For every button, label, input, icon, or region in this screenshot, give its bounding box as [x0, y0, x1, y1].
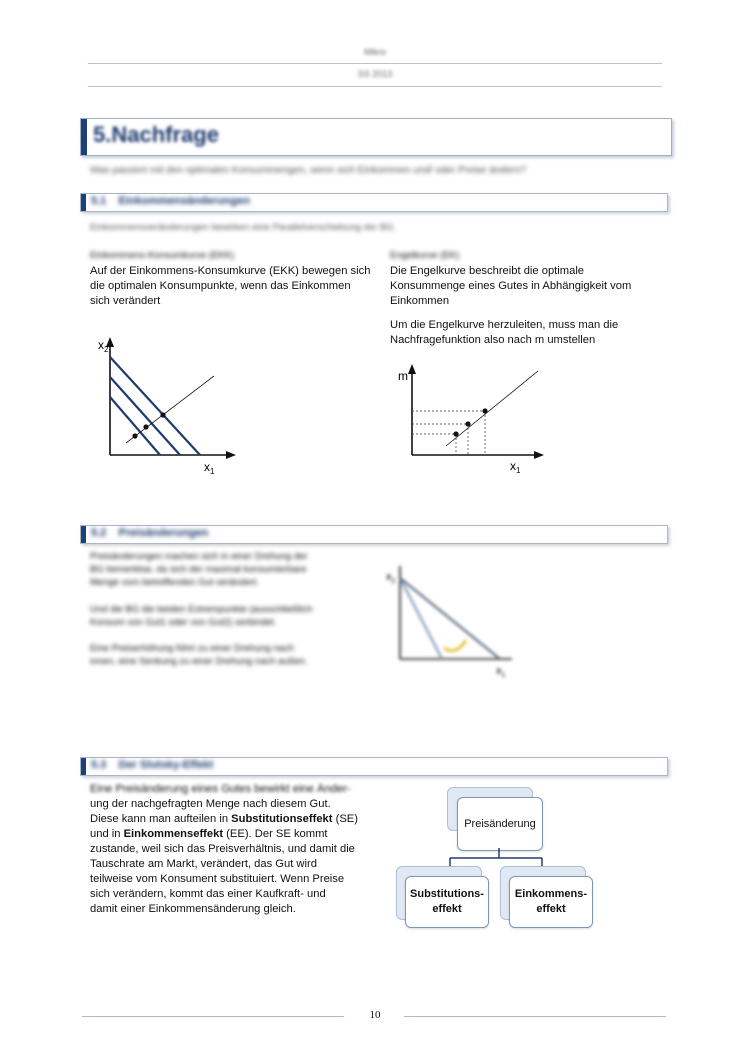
engel-diagram	[396, 362, 551, 480]
x-axis-label: $x_1$	[496, 665, 506, 679]
text-line: zustande, weil sich das Preisverhältnis, und damit die	[90, 843, 355, 855]
optimum-point	[160, 412, 165, 417]
engel-point	[453, 431, 458, 436]
text-line: Konsum von Gut1 oder von Gut2) verbindet.	[90, 617, 277, 628]
text-line: Konsummenge eines Gutes in Abhängigkeit vom	[390, 280, 632, 292]
text-line: BG bemerkbar, da sich der maximal konsumierbare	[90, 564, 307, 575]
section-label: Einkommensänderungen	[118, 195, 250, 207]
box-label: effekt	[432, 903, 462, 915]
footer-divider-right	[404, 1016, 666, 1017]
engel-point	[482, 408, 487, 413]
text-line: und in Einkommenseffekt (EE). Der SE kommt	[90, 828, 328, 840]
text-line: Um die Engelkurve herzuleiten, muss man die	[390, 319, 619, 331]
budget-line-outline	[400, 578, 500, 659]
heading-accent-bar	[81, 526, 86, 543]
heading-accent-bar	[81, 758, 86, 775]
engel-text	[390, 264, 631, 309]
y-axis-label: $x_2$	[386, 571, 396, 585]
y-axis-arrow	[408, 364, 416, 374]
text-line: Eine Preiserhöhung führt zu einer Drehung nach	[90, 643, 294, 654]
section-number: 5.2	[91, 527, 107, 539]
budget-line-3	[110, 357, 200, 455]
budget-line-old	[400, 578, 442, 659]
engel-heading: Engelkurve (EK)	[390, 250, 460, 261]
ekk-diagram	[92, 333, 242, 483]
y-axis-label: m	[398, 369, 408, 383]
section-heading-5-3	[80, 757, 668, 776]
heading-accent-bar	[81, 194, 86, 211]
section-number: 5.1	[91, 195, 107, 207]
text-line: Nachfragefunktion also nach m umstellen	[390, 334, 596, 346]
text-line: sich verändert	[90, 295, 161, 307]
header-subtitle: SS 2013	[357, 69, 393, 79]
engel-text-2	[390, 318, 618, 348]
section-heading-5-1	[80, 193, 668, 212]
section-label: Preisänderungen	[118, 527, 209, 539]
section-title	[91, 759, 213, 771]
income-effect-box	[509, 876, 593, 928]
header-divider	[88, 63, 662, 64]
text-line: Einkommen	[390, 295, 450, 307]
header-divider-2	[88, 86, 662, 87]
x-axis-label: $x_1$	[510, 459, 521, 475]
box-label: effekt	[536, 903, 566, 915]
y-axis-label: $x_2$	[98, 338, 109, 354]
text-line: die optimalen Konsumpunkte, wenn das Einkommen	[90, 280, 351, 292]
section-number: 5.3	[91, 759, 107, 771]
section-title	[91, 527, 208, 539]
text-line: Die Engelkurve beschreibt die optimale	[390, 265, 585, 277]
text-line: teilweise vom Konsument substituiert. Wenn Preise	[90, 873, 345, 885]
text-line: innen, eine Senkung zu einer Drehung nach außen.	[90, 656, 308, 667]
text-line: Auf der Einkommens-Konsumkurve (EKK) bewegen sich	[90, 265, 371, 277]
chapter-intro: Was passiert mit den optimalen Konsummengen, wenn sich Einkommen und/ oder Preise ändern?	[90, 165, 526, 176]
text-line: Diese kann man aufteilen in Substitutionseffekt (SE)	[90, 813, 358, 825]
text-line: sich verändern, kommt das einer Kaufkraft- und	[90, 888, 326, 900]
chapter-heading	[80, 118, 672, 156]
engel-point	[465, 421, 470, 426]
x-axis-arrow	[534, 451, 544, 459]
section-title	[91, 195, 250, 207]
guide-lines	[412, 411, 485, 455]
text-line: ung der nachgefragten Menge nach diesem Gut.	[90, 798, 331, 810]
header-title: Mikro	[364, 47, 386, 57]
optimum-point	[132, 433, 137, 438]
budget-line-2	[110, 377, 180, 455]
page-number: 10	[369, 1009, 381, 1021]
x-axis-label: $x_1$	[204, 460, 215, 476]
substitution-effect-box	[405, 876, 489, 928]
price-change-text-3	[90, 642, 308, 668]
text-line: Eine Preisänderung eines Gutes bewirkt eine Änder-	[90, 783, 351, 795]
text-line: Menge vom betreffenden Gut verändert.	[90, 577, 259, 588]
footer-divider-left	[82, 1016, 344, 1017]
rotation-arrow-icon	[444, 640, 466, 651]
text-line: Tauschrate am Markt, verändert, das Gut wird	[90, 858, 317, 870]
section-label: Der Slutsky-Effekt	[118, 759, 214, 771]
x-axis-arrow	[226, 451, 236, 459]
engel-curve	[446, 371, 538, 446]
price-change-box: Preisänderung	[457, 797, 543, 851]
price-change-text-2	[90, 603, 312, 629]
ekk-text	[90, 264, 370, 309]
chapter-title: 5.Nachfrage	[93, 122, 219, 147]
section-intro: Einkommensveränderungen bewirken eine Parallelverschiebung der BG.	[90, 222, 397, 233]
text-line: damit einer Einkommensänderung gleich.	[90, 903, 296, 915]
price-rotation-diagram	[384, 560, 524, 685]
ekk-heading: Einkommens-Konsumkurve (EKK)	[90, 250, 235, 261]
text-line: Und die BG die beiden Extrempunkte (ausschließlich	[90, 604, 313, 615]
heading-accent-bar	[81, 119, 87, 155]
box-label: Einkommens-	[514, 888, 588, 900]
slutsky-text	[90, 782, 370, 917]
optimum-point	[143, 424, 148, 429]
price-change-text-1	[90, 550, 308, 589]
text-line: Preisänderungen machen sich in einer Drehung der	[90, 551, 308, 562]
section-heading-5-2	[80, 525, 668, 544]
box-label: Substitutions-	[410, 888, 484, 900]
